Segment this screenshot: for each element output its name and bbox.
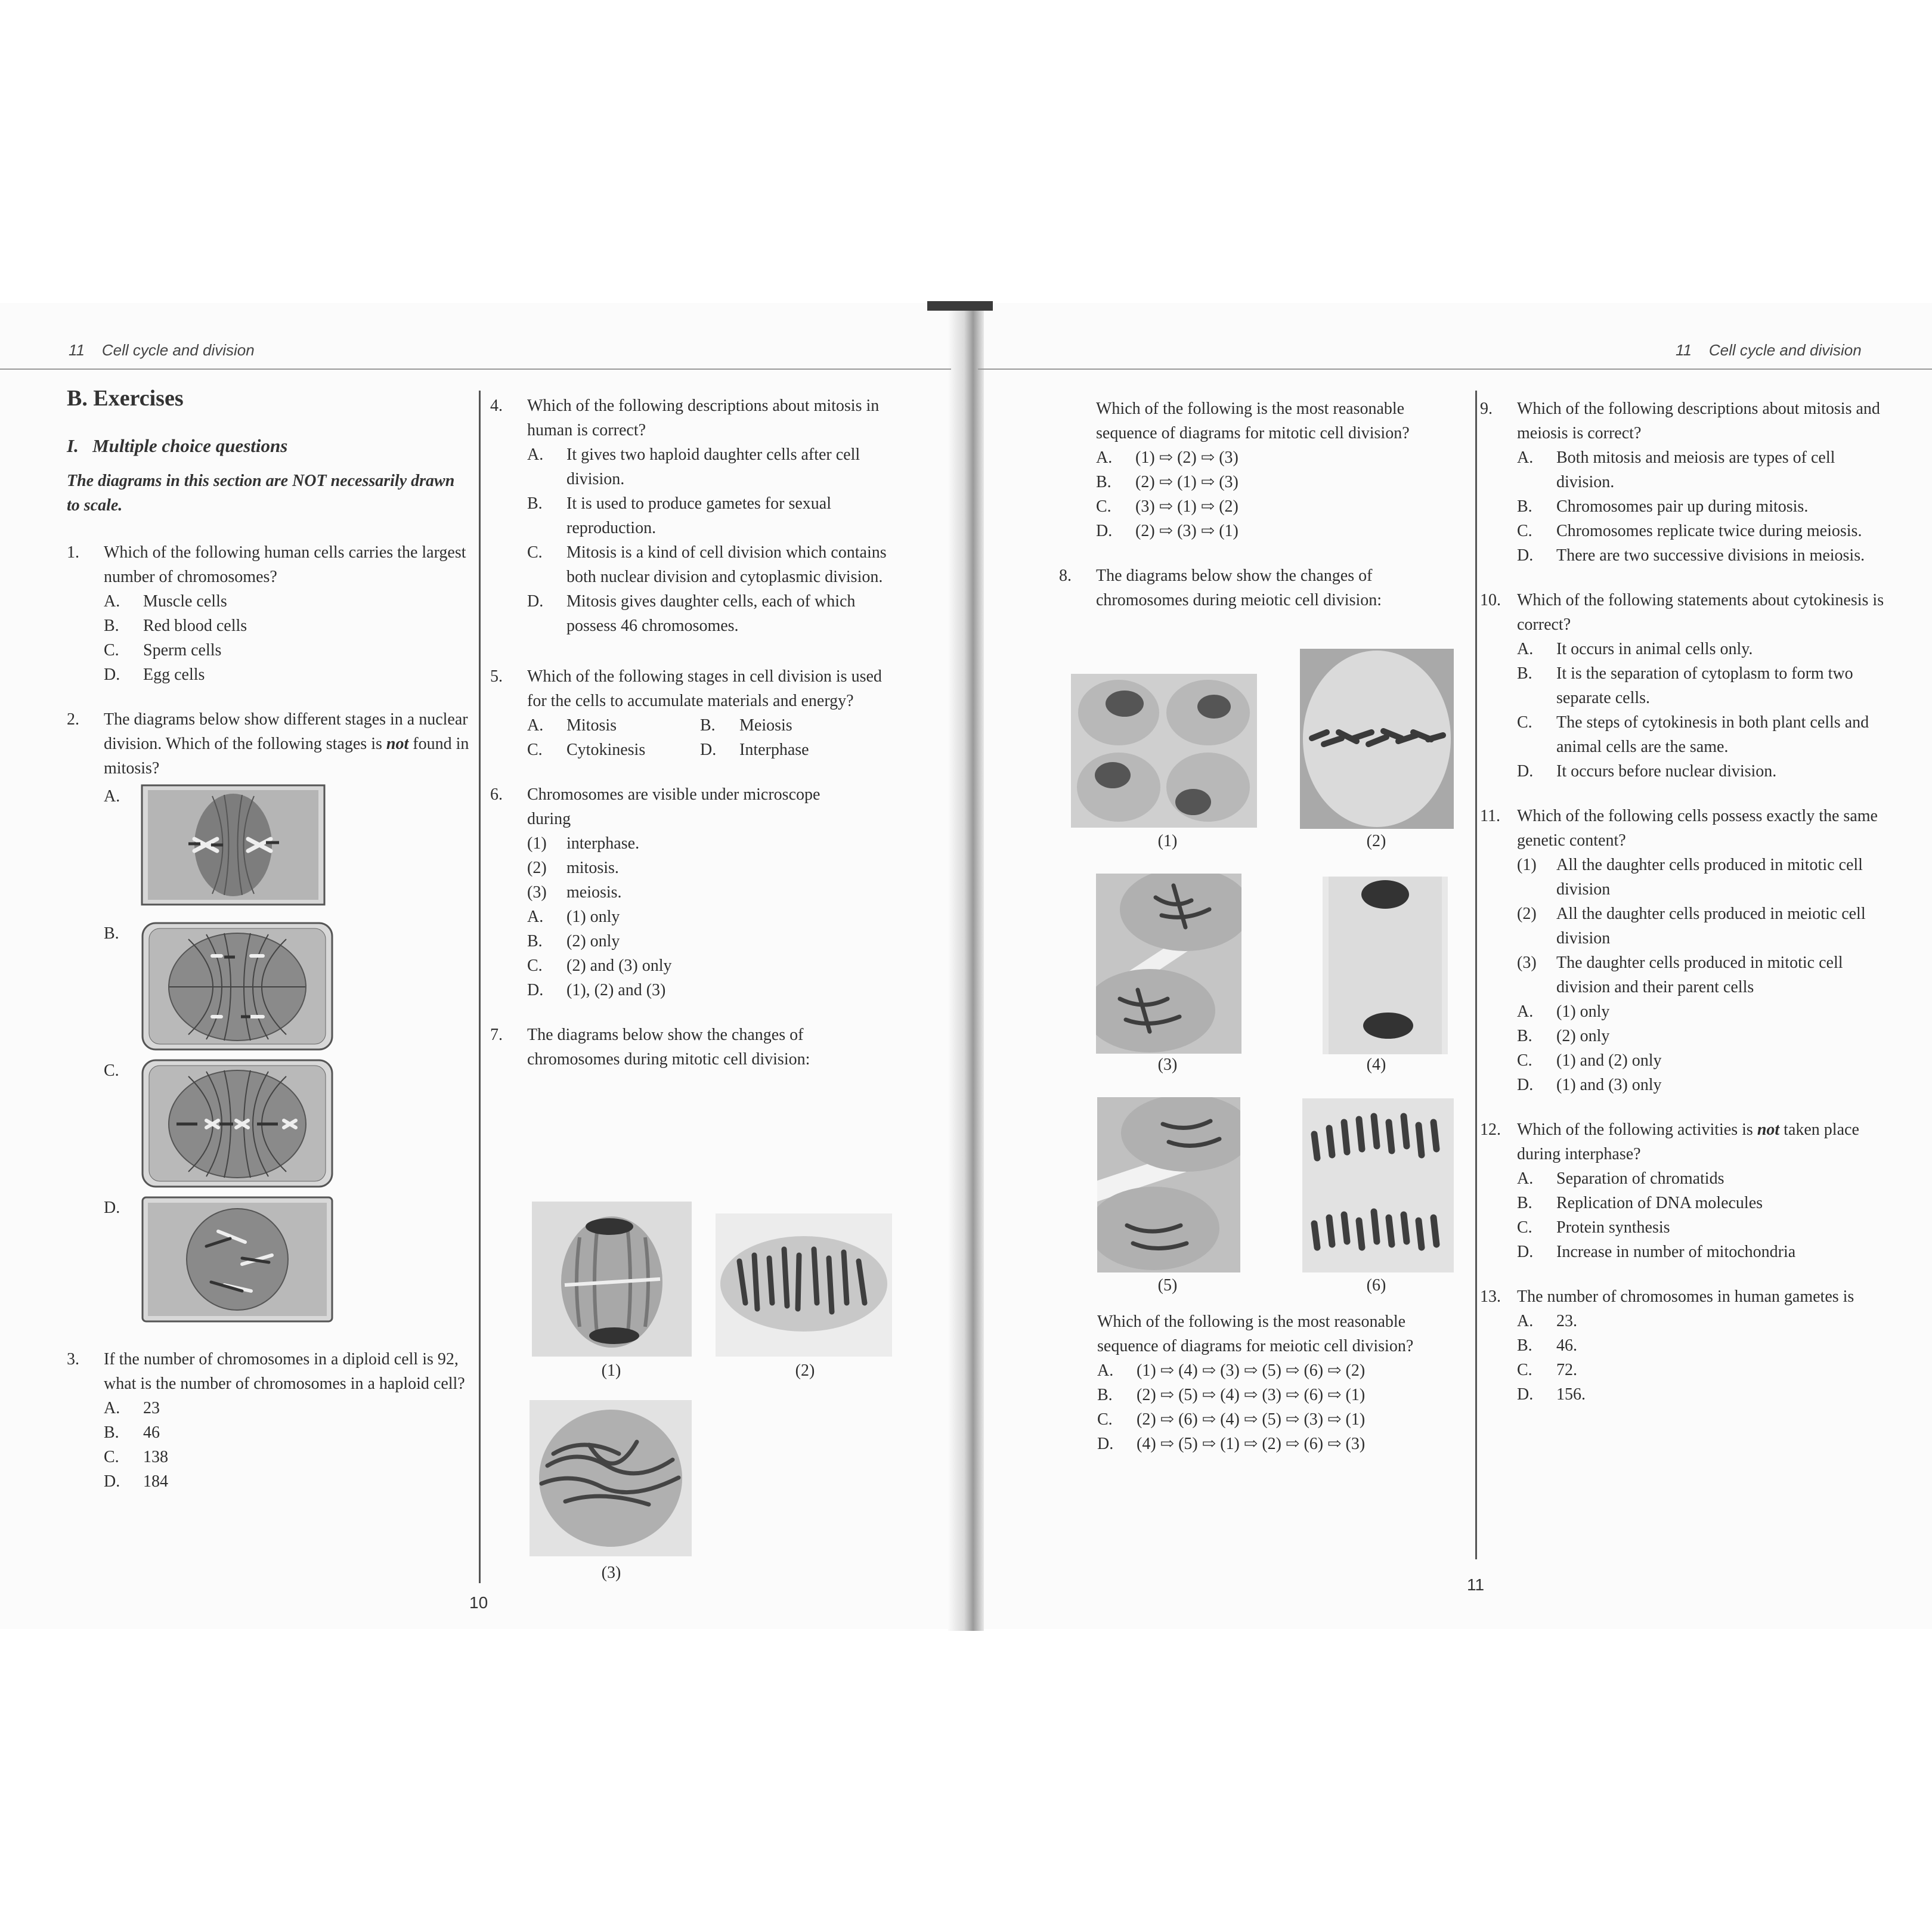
q2-text (104, 707, 472, 781)
q12-option-a-text: Separation of chromatids (1556, 1169, 1724, 1188)
question-8 (1059, 564, 1465, 612)
q6-item-3-text: meiosis. (566, 883, 622, 902)
subsection-number: I. (67, 435, 79, 456)
q5-option-a[interactable] (527, 713, 700, 738)
q7-option-b[interactable] (1096, 470, 1465, 494)
right-col-1 (1059, 397, 1465, 627)
q7-option-c-letter: C. (1096, 497, 1111, 516)
q10-option-d[interactable] (1517, 759, 1891, 784)
question-9 (1480, 397, 1891, 568)
q11-item-2-text: All the daughter cells produced in meiotic cell division (1556, 905, 1866, 948)
q11-option-d[interactable] (1517, 1073, 1891, 1097)
q12-emphasis: not (1757, 1120, 1780, 1139)
q13-option-a-text: 23. (1556, 1312, 1577, 1330)
q8-option-c-letter: C. (1097, 1410, 1113, 1429)
q1-option-d[interactable] (104, 662, 472, 687)
q8-text: The diagrams below show the changes of chromosomes during meiotic cell division: (1096, 566, 1382, 609)
q3-option-b[interactable] (104, 1420, 472, 1445)
q2-option-b[interactable] (104, 921, 472, 1058)
q7-micrograph-1 (532, 1202, 692, 1357)
q12-option-d-letter: D. (1517, 1243, 1534, 1261)
q3-option-c[interactable] (104, 1445, 472, 1469)
q8-option-a[interactable] (1097, 1358, 1467, 1383)
q13-option-d-letter: D. (1517, 1385, 1534, 1404)
q8-option-d-letter: D. (1097, 1435, 1114, 1453)
q8-micrograph-1 (1071, 674, 1257, 828)
question-7-continued (1059, 397, 1465, 543)
q10-number: 10. (1480, 591, 1501, 609)
q10-option-c[interactable] (1517, 710, 1891, 759)
q6-item-3-num: (3) (527, 883, 547, 902)
q6-option-a-letter: A. (527, 908, 544, 926)
q6-item-2 (527, 856, 902, 880)
q5-option-d[interactable] (700, 738, 843, 762)
q11-option-c-text: (1) and (2) only (1556, 1051, 1662, 1070)
q6-item-3 (527, 880, 902, 905)
q6-option-b[interactable] (527, 929, 902, 953)
right-column-divider (1475, 391, 1477, 1559)
q5-option-d-letter: D. (700, 741, 717, 759)
q11-option-b-letter: B. (1517, 1027, 1532, 1045)
q2-option-c[interactable] (104, 1058, 472, 1196)
q1-option-b[interactable] (104, 614, 472, 638)
q6-option-b-letter: B. (527, 932, 543, 950)
right-header-chapter-num: 11 (1676, 341, 1692, 359)
q3-option-c-letter: C. (104, 1448, 119, 1466)
q3-option-c-text: 138 (143, 1448, 168, 1466)
q6-item-2-num: (2) (527, 859, 547, 877)
q6-item-2-text: mitosis. (566, 859, 619, 877)
q6-item-1 (527, 831, 902, 856)
q6-option-d-letter: D. (527, 981, 544, 999)
q8-micrograph-4 (1323, 877, 1448, 1054)
q7-cont-text: Which of the following is the most reasonable sequence of diagrams for mitotic cell division? (1096, 400, 1410, 442)
q8-caption-3: (3) (1157, 1055, 1178, 1074)
q1-option-a-letter: A. (104, 592, 120, 611)
q5-option-b-letter: B. (700, 716, 716, 735)
q7-option-c[interactable] (1096, 494, 1465, 519)
left-page-number: 10 (469, 1593, 488, 1612)
q2-option-a-letter: A. (104, 787, 120, 806)
section-title: B. Exercises (67, 386, 184, 411)
q12-option-d[interactable] (1517, 1240, 1891, 1264)
q13-option-a-letter: A. (1517, 1312, 1534, 1330)
spine-shadow (927, 301, 993, 311)
q8-option-b-text: (2) ⇨ (5) ⇨ (4) ⇨ (3) ⇨ (6) ⇨ (1) (1137, 1386, 1366, 1404)
q9-text: Which of the following descriptions about mitosis and meiosis is correct? (1517, 400, 1880, 442)
q9-option-b-letter: B. (1517, 497, 1532, 516)
q4-option-b-letter: B. (527, 494, 543, 513)
q4-option-c-letter: C. (527, 543, 543, 562)
q4-option-a-letter: A. (527, 445, 544, 464)
q1-text: Which of the following human cells carries the largest number of chromosomes? (104, 543, 466, 586)
q11-option-b[interactable] (1517, 1024, 1891, 1048)
right-header-rule (978, 369, 1932, 370)
q10-option-a-text: It occurs in animal cells only. (1556, 640, 1753, 658)
q3-option-d-letter: D. (104, 1472, 120, 1491)
q1-option-d-letter: D. (104, 665, 120, 684)
q13-option-a[interactable] (1517, 1309, 1891, 1333)
q12-option-b-letter: B. (1517, 1194, 1532, 1212)
q8-continued (1097, 1309, 1467, 1456)
q2-option-d[interactable] (104, 1196, 472, 1333)
q4-text: Which of the following descriptions about mitosis in human is correct? (527, 397, 880, 439)
left-column-divider (479, 391, 481, 1583)
q12-option-c[interactable] (1517, 1215, 1891, 1240)
q1-option-c[interactable] (104, 638, 472, 662)
book-spine (948, 301, 984, 1631)
q6-option-a[interactable] (527, 905, 902, 929)
q11-item-1-text: All the daughter cells produced in mitotic cell division (1556, 856, 1863, 899)
q7-option-d-letter: D. (1096, 522, 1113, 540)
q13-number: 13. (1480, 1287, 1501, 1306)
q3-option-b-text: 46 (143, 1423, 160, 1442)
q1-number: 1. (67, 543, 79, 562)
metaphase-diagram (141, 784, 326, 906)
left-header-rule (0, 369, 951, 370)
q8-option-a-letter: A. (1097, 1361, 1114, 1380)
q1-option-a-text: Muscle cells (143, 592, 227, 611)
left-header (69, 341, 255, 360)
q2-text-b: found in mitosis? (104, 735, 469, 778)
q6-option-d-text: (1), (2) and (3) (566, 981, 666, 999)
q7-option-b-text: (2) ⇨ (1) ⇨ (3) (1135, 473, 1239, 491)
q10-option-b-text: It is the separation of cytoplasm to form two separate cells. (1556, 664, 1853, 707)
q9-number: 9. (1480, 400, 1493, 418)
q8-option-d-text: (4) ⇨ (5) ⇨ (1) ⇨ (2) ⇨ (6) ⇨ (3) (1137, 1435, 1366, 1453)
q11-item-1 (1517, 853, 1891, 902)
q9-option-c[interactable] (1517, 519, 1891, 543)
q7-caption-2: (2) (795, 1361, 815, 1380)
q10-option-b[interactable] (1517, 661, 1891, 710)
q8-text-2: Which of the following is the most reasonable sequence of diagrams for meiotic cell division? (1097, 1312, 1414, 1355)
q6-text: Chromosomes are visible under microscope during (527, 785, 821, 828)
q7-option-c-text: (3) ⇨ (1) ⇨ (2) (1135, 497, 1239, 516)
q8-option-b[interactable] (1097, 1383, 1467, 1407)
q5-option-c-letter: C. (527, 741, 543, 759)
q11-option-b-text: (2) only (1556, 1027, 1610, 1045)
q11-option-c-letter: C. (1517, 1051, 1532, 1070)
q1-option-c-text: Sperm cells (143, 641, 222, 660)
prophase-diagram (141, 1196, 335, 1324)
q5-option-a-letter: A. (527, 716, 544, 735)
q9-option-d-letter: D. (1517, 546, 1534, 565)
q12-option-c-text: Protein synthesis (1556, 1218, 1670, 1237)
right-header (1676, 341, 1862, 360)
q4-option-d[interactable] (527, 589, 902, 638)
q9-option-c-letter: C. (1517, 522, 1532, 540)
q4-option-c-text: Mitosis is a kind of cell division which contains both nuclear division and cytoplasmic division. (566, 543, 887, 586)
q13-option-d-text: 156. (1556, 1385, 1586, 1404)
q6-option-c[interactable] (527, 953, 902, 978)
q2-option-a[interactable] (104, 784, 472, 921)
q8-caption-1: (1) (1157, 832, 1178, 850)
q8-caption-6: (6) (1366, 1276, 1386, 1295)
q6-option-c-text: (2) and (3) only (566, 956, 672, 975)
subsection-text: Multiple choice questions (92, 435, 288, 456)
q8-number: 8. (1059, 566, 1072, 585)
q11-item-2 (1517, 902, 1891, 950)
q1-option-b-letter: B. (104, 617, 119, 635)
q9-option-a[interactable] (1517, 445, 1891, 494)
right-page-number: 11 (1467, 1575, 1485, 1594)
right-header-chapter-title: Cell cycle and division (1708, 341, 1862, 359)
q12-text-a: Which of the following activities is (1517, 1120, 1757, 1139)
q2-option-d-letter: D. (104, 1199, 120, 1217)
q2-emphasis: not (386, 735, 409, 753)
q3-text: If the number of chromosomes in a diploid cell is 92, what is the number of chromosomes in a haploid cell? (104, 1350, 465, 1393)
q9-option-b-text: Chromosomes pair up during mitosis. (1556, 497, 1809, 516)
question-10 (1480, 588, 1891, 784)
q12-option-a[interactable] (1517, 1166, 1891, 1191)
q9-option-a-letter: A. (1517, 448, 1534, 467)
q12-option-d-text: Increase in number of mitochondria (1556, 1243, 1796, 1261)
question-3 (67, 1347, 472, 1494)
q5-option-c[interactable] (527, 738, 700, 762)
scale-note: The diagrams in this section are NOT necessarily drawn to scale. (67, 472, 455, 515)
q12-option-b[interactable] (1517, 1191, 1891, 1215)
q1-option-a[interactable] (104, 589, 472, 614)
q3-option-a[interactable] (104, 1396, 472, 1420)
q10-option-c-letter: C. (1517, 713, 1532, 732)
q11-item-2-num: (2) (1517, 905, 1537, 923)
q9-option-a-text: Both mitosis and meiosis are types of cell division. (1556, 448, 1835, 491)
q8-micrograph-3 (1096, 874, 1241, 1054)
q11-text: Which of the following cells possess exactly the same genetic content? (1517, 807, 1878, 850)
q11-number: 11. (1480, 807, 1500, 825)
q12-text-b: taken place during interphase? (1517, 1120, 1859, 1163)
question-7 (490, 1023, 902, 1072)
q1-option-b-text: Red blood cells (143, 617, 247, 635)
q7-option-a-letter: A. (1096, 448, 1113, 467)
q13-option-d[interactable] (1517, 1382, 1891, 1407)
left-header-chapter-num: 11 (69, 341, 85, 359)
q7-caption-3: (3) (601, 1563, 621, 1582)
q10-option-c-text: The steps of cytokinesis in both plant cells and animal cells are the same. (1556, 713, 1869, 756)
q13-option-c-text: 72. (1556, 1361, 1577, 1379)
q11-option-d-text: (1) and (3) only (1556, 1076, 1662, 1094)
q11-option-d-letter: D. (1517, 1076, 1534, 1094)
q12-text (1517, 1117, 1891, 1166)
q11-option-a-letter: A. (1517, 1002, 1534, 1021)
q5-option-b-text: Meiosis (739, 716, 792, 735)
q13-option-b[interactable] (1517, 1333, 1891, 1358)
q2-option-b-letter: B. (104, 924, 119, 943)
q8-caption-2: (2) (1366, 832, 1386, 850)
q5-option-c-text: Cytokinesis (566, 741, 646, 759)
q7-option-b-letter: B. (1096, 473, 1111, 491)
q6-option-a-text: (1) only (566, 908, 620, 926)
q8-option-b-letter: B. (1097, 1386, 1113, 1404)
q13-option-c-letter: C. (1517, 1361, 1532, 1379)
left-header-chapter-title: Cell cycle and division (101, 341, 255, 359)
q10-option-a[interactable] (1517, 637, 1891, 661)
q11-item-1-num: (1) (1517, 856, 1537, 874)
q7-option-a-text: (1) ⇨ (2) ⇨ (3) (1135, 448, 1239, 467)
q6-item-1-num: (1) (527, 834, 547, 853)
question-11 (1480, 804, 1891, 1097)
q8-micrograph-2 (1300, 649, 1454, 829)
left-col-2 (490, 394, 902, 1086)
q13-option-b-letter: B. (1517, 1336, 1532, 1355)
q8-option-a-text: (1) ⇨ (4) ⇨ (3) ⇨ (5) ⇨ (6) ⇨ (2) (1137, 1361, 1366, 1380)
q11-item-3-text: The daughter cells produced in mitotic cell division and their parent cells (1556, 953, 1843, 996)
question-13 (1480, 1284, 1891, 1407)
question-6 (490, 782, 902, 1002)
q9-option-d-text: There are two successive divisions in meiosis. (1556, 546, 1865, 565)
q6-option-b-text: (2) only (566, 932, 620, 950)
q13-option-b-text: 46. (1556, 1336, 1577, 1355)
q10-option-d-letter: D. (1517, 762, 1534, 781)
q5-option-d-text: Interphase (739, 741, 809, 759)
q1-option-d-text: Egg cells (143, 665, 205, 684)
q4-option-c[interactable] (527, 540, 902, 589)
q5-text: Which of the following stages in cell division is used for the cells to accumulate materials and energy? (527, 667, 882, 710)
q4-option-d-letter: D. (527, 592, 544, 611)
q12-number: 12. (1480, 1120, 1501, 1139)
left-col-1 (67, 386, 472, 1508)
q7-micrograph-3 (530, 1400, 692, 1556)
q10-text: Which of the following statements about cytokinesis is correct? (1517, 591, 1884, 634)
q5-number: 5. (490, 667, 503, 686)
q9-option-b[interactable] (1517, 494, 1891, 519)
question-2 (67, 707, 472, 1333)
q7-caption-1: (1) (601, 1361, 621, 1380)
q8-option-c[interactable] (1097, 1407, 1467, 1432)
q9-option-c-text: Chromosomes replicate twice during meiosis. (1556, 522, 1862, 540)
question-4 (490, 394, 902, 638)
q8-micrograph-5 (1097, 1097, 1240, 1272)
q8-option-d[interactable] (1097, 1432, 1467, 1456)
q10-option-d-text: It occurs before nuclear division. (1556, 762, 1777, 781)
q3-option-a-text: 23 (143, 1399, 160, 1417)
q11-item-3-num: (3) (1517, 953, 1537, 972)
q9-option-d[interactable] (1517, 543, 1891, 568)
q6-option-c-letter: C. (527, 956, 543, 975)
q5-option-a-text: Mitosis (566, 716, 617, 735)
q11-option-a[interactable] (1517, 999, 1891, 1024)
anaphase-diagram (141, 921, 335, 1052)
q8-micrograph-6 (1302, 1098, 1454, 1272)
q6-item-1-text: interphase. (566, 834, 640, 853)
q12-option-a-letter: A. (1517, 1169, 1534, 1188)
q4-option-b-text: It is used to produce gametes for sexual reproduction. (566, 494, 831, 537)
q13-option-c[interactable] (1517, 1358, 1891, 1382)
q3-option-d-text: 184 (143, 1472, 168, 1491)
q7-option-d[interactable] (1096, 519, 1465, 543)
q2-text-a: The diagrams below show different stages in a nuclear division. Which of the following stages is (104, 710, 468, 753)
q1-option-c-letter: C. (104, 641, 119, 660)
question-5 (490, 664, 902, 762)
q10-option-b-letter: B. (1517, 664, 1532, 683)
q8-caption-5: (5) (1157, 1276, 1178, 1295)
question-12 (1480, 1117, 1891, 1264)
subsection-title (67, 434, 472, 458)
q7-text: The diagrams below show the changes of chromosomes during mitotic cell division: (527, 1026, 810, 1069)
q13-text: The number of chromosomes in human gametes is (1517, 1287, 1854, 1306)
q7-micrograph-2 (716, 1213, 892, 1357)
q8-caption-4: (4) (1366, 1055, 1386, 1074)
q6-option-d[interactable] (527, 978, 902, 1002)
metaphase-plate-diagram (141, 1058, 335, 1190)
q8-option-c-text: (2) ⇨ (6) ⇨ (4) ⇨ (5) ⇨ (3) ⇨ (1) (1137, 1410, 1366, 1429)
q11-option-a-text: (1) only (1556, 1002, 1610, 1021)
q12-option-b-text: Replication of DNA molecules (1556, 1194, 1763, 1212)
q2-option-c-letter: C. (104, 1061, 119, 1080)
q3-option-d[interactable] (104, 1469, 472, 1494)
q5-option-b[interactable] (700, 713, 843, 738)
q4-number: 4. (490, 397, 503, 415)
q7-option-d-text: (2) ⇨ (3) ⇨ (1) (1135, 522, 1239, 540)
q11-option-c[interactable] (1517, 1048, 1891, 1073)
q4-option-a-text: It gives two haploid daughter cells after cell division. (566, 445, 860, 488)
q7-number: 7. (490, 1026, 503, 1044)
q10-option-a-letter: A. (1517, 640, 1534, 658)
q2-number: 2. (67, 710, 79, 729)
q6-number: 6. (490, 785, 503, 804)
q11-item-3 (1517, 950, 1891, 999)
q7-option-a[interactable] (1096, 445, 1465, 470)
q4-option-a[interactable] (527, 442, 902, 491)
question-1 (67, 540, 472, 687)
q3-option-b-letter: B. (104, 1423, 119, 1442)
q3-option-a-letter: A. (104, 1399, 120, 1417)
q4-option-b[interactable] (527, 491, 902, 540)
q3-number: 3. (67, 1350, 79, 1368)
right-col-2 (1480, 397, 1891, 1421)
q12-option-c-letter: C. (1517, 1218, 1532, 1237)
q4-option-d-text: Mitosis gives daughter cells, each of which possess 46 chromosomes. (566, 592, 856, 635)
